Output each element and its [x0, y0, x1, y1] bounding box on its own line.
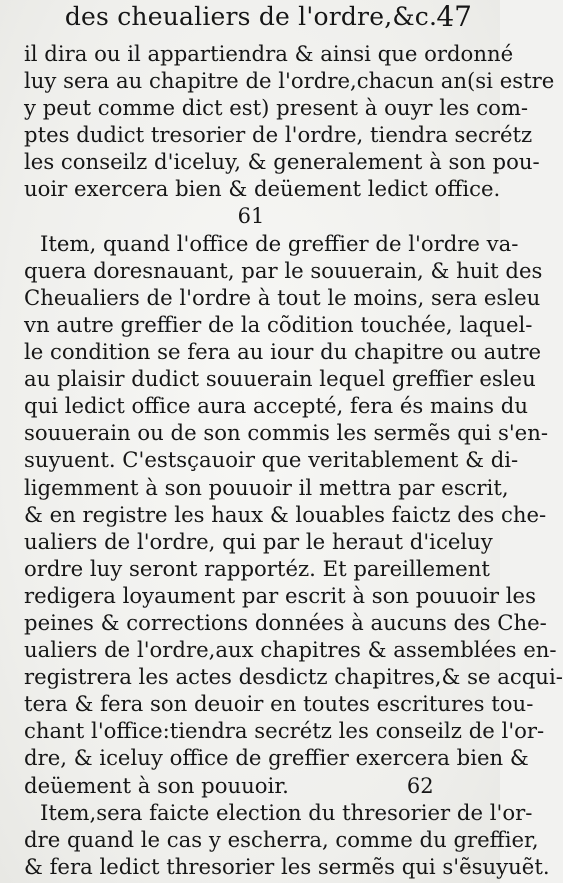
text-line-with-marker: [24, 772, 478, 799]
text-line: & en registre les haux & louables faictz des che-: [24, 501, 547, 527]
page-number: 47: [436, 0, 472, 33]
text-line: & fera ledict thresorier les sermẽs qui s'ẽsuyuẽt.: [24, 853, 550, 879]
text-line: dre quand le cas y escherra, comme du greffier,: [24, 826, 539, 852]
text-line: ualiers de l'ordre,aux chapitres & assemblées en-: [24, 637, 557, 663]
text-line: chant l'office:tiendra secrétz les conseilz de l'or-: [24, 718, 545, 744]
text-line: les conseilz d'iceluy, & generalement à son pou-: [24, 149, 540, 175]
paragraph-1: [24, 40, 555, 203]
text-line: le condition se fera au iour du chapitre ou autre: [24, 339, 542, 365]
text-line: peines & corrections données à aucuns des Che-: [24, 609, 547, 635]
text-line: suyuent. C'estsçauoir que veritablement & di-: [24, 447, 519, 473]
text-line: il dira ou il appartiendra & ainsi que ordonné: [24, 41, 514, 66]
paragraph-end-text: deüement à son pouuoir.: [24, 772, 289, 798]
text-line: luy sera au chapitre de l'ordre,chacun an(si estre: [24, 68, 555, 94]
paragraph-2: [24, 230, 563, 799]
paragraph-3: [24, 799, 550, 880]
text-line: ordre luy seront rapportéz. Et pareillement: [24, 555, 490, 581]
running-head: des cheualiers de l'ordre,&c.: [64, 2, 438, 31]
article-number-62: 62: [406, 773, 434, 798]
body-text: [24, 40, 563, 880]
text-line: ligemment à son pouuoir il mettra par escrit,: [24, 474, 509, 500]
text-line: registrera les actes desdictz chapitres,& se acqui-: [24, 664, 563, 690]
article-number-61: 61: [237, 203, 265, 228]
text-line: redigera loyaument par escrit à son pouuoir les: [24, 582, 536, 608]
text-line: au plaisir dudict souuerain lequel greffier esleu: [24, 366, 536, 392]
text-line: y peut comme dict est) present à ouyr les com-: [24, 95, 529, 121]
text-line: Item, quand l'office de greffier de l'ordre va-: [40, 230, 519, 256]
text-line: ptes dudict tresorier de l'ordre, tiendra secrétz: [24, 122, 533, 148]
text-line: qui ledict office aura accepté, fera és mains du: [24, 393, 528, 419]
page-header: [24, 0, 478, 40]
text-line: vn autre greffier de la cõdition touchée, laquel-: [24, 311, 533, 337]
text-line: souuerain ou de son commis les sermẽs qui s'en-: [24, 420, 549, 446]
text-line: tera & fera son deuoir en toutes escritures tou-: [24, 691, 534, 717]
text-line: Cheualiers de l'ordre à tout le moins, sera esleu: [24, 284, 541, 310]
text-line: dre, & iceluy office de greffier exercera bien &: [24, 745, 529, 771]
text-line: uoir exercera bien & deüement ledict office.: [24, 176, 501, 202]
text-line: Item,sera faicte election du thresorier de l'or-: [40, 799, 533, 825]
text-line: ualiers de l'ordre, qui par le heraut d'iceluy: [24, 528, 493, 554]
text-line: quera doresnauant, par le souuerain, & huit des: [24, 257, 543, 283]
